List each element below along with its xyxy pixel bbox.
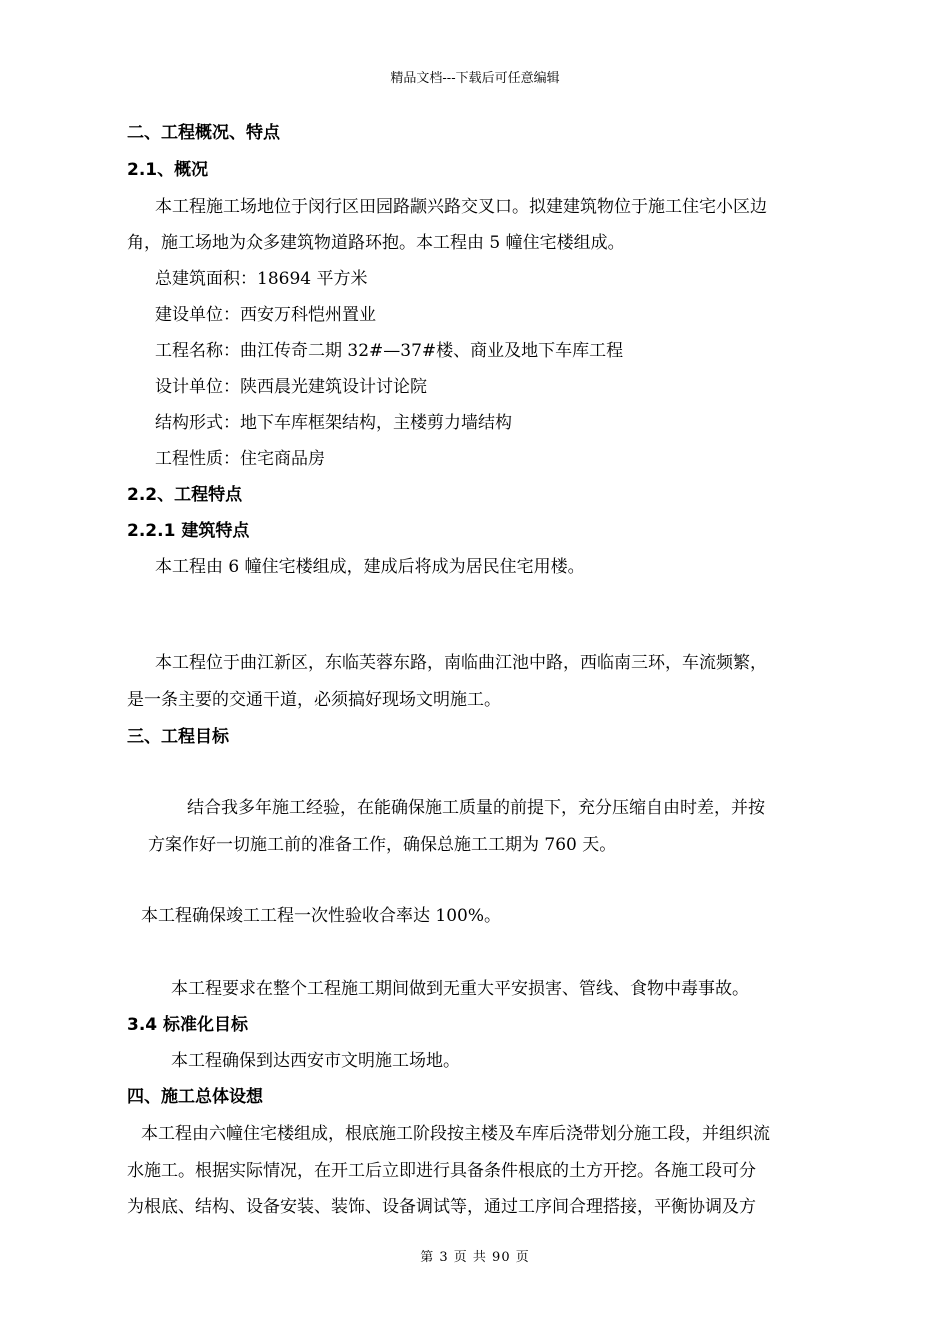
info-builder: 建设单位：西安万科恺州置业 bbox=[155, 305, 376, 325]
paragraph-line: 角，施工场地为众多建筑物道路环抱。本工程由 5 幢住宅楼组成。 bbox=[127, 233, 625, 253]
subsection-heading-2-2: 2.2、工程特点 bbox=[127, 485, 243, 505]
paragraph-line: 结合我多年施工经验，在能确保施工质量的前提下，充分压缩自由时差，并按 bbox=[187, 798, 765, 818]
paragraph-line: 本工程由 6 幢住宅楼组成，建成后将成为居民住宅用楼。 bbox=[155, 557, 585, 577]
paragraph-line: 本工程要求在整个工程施工期间做到无重大平安损害、管线、食物中毒事故。 bbox=[171, 979, 749, 999]
subsection-heading-2-2-1: 2.2.1 建筑特点 bbox=[127, 521, 250, 541]
paragraph-line: 为根底、结构、设备安装、装饰、设备调试等，通过工序间合理搭接，平衡协调及方 bbox=[127, 1197, 756, 1217]
info-project-name: 工程名称：曲江传奇二期 32#—37#楼、商业及地下车库工程 bbox=[155, 341, 624, 361]
paragraph-line: 是一条主要的交通干道，必须搞好现场文明施工。 bbox=[127, 690, 501, 710]
info-nature: 工程性质：住宅商品房 bbox=[155, 449, 325, 469]
paragraph-line: 本工程位于曲江新区，东临芙蓉东路，南临曲江池中路，西临南三环，车流频繁， bbox=[155, 653, 767, 673]
section-heading-3: 三、工程目标 bbox=[127, 727, 229, 747]
page-header: 精品文档---下载后可任意编辑 bbox=[390, 71, 560, 86]
paragraph-line: 水施工。根据实际情况，在开工后立即进行具备条件根底的土方开挖。各施工段可分 bbox=[127, 1161, 756, 1181]
paragraph-line: 本工程施工场地位于闵行区田园路颛兴路交叉口。拟建建筑物位于施工住宅小区边 bbox=[155, 197, 767, 217]
paragraph-line: 本工程由六幢住宅楼组成，根底施工阶段按主楼及车库后浇带划分施工段，并组织流 bbox=[141, 1124, 770, 1144]
paragraph-line: 本工程确保到达西安市文明施工场地。 bbox=[171, 1051, 460, 1071]
paragraph-line: 方案作好一切施工前的准备工作，确保总施工工期为 760 天。 bbox=[148, 835, 617, 855]
section-heading-4: 四、施工总体设想 bbox=[127, 1087, 263, 1107]
info-design-unit: 设计单位：陕西晨光建筑设计讨论院 bbox=[155, 377, 427, 397]
section-heading-2: 二、工程概况、特点 bbox=[127, 123, 280, 143]
paragraph-line: 本工程确保竣工工程一次性验收合率达 100%。 bbox=[141, 906, 502, 926]
info-total-area: 总建筑面积：18694 平方米 bbox=[155, 269, 368, 289]
subsection-heading-2-1: 2.1、概况 bbox=[127, 160, 209, 180]
info-structure: 结构形式：地下车库框架结构，主楼剪力墙结构 bbox=[155, 413, 512, 433]
page-footer: 第 3 页 共 90 页 bbox=[420, 1250, 530, 1265]
subsection-heading-3-4: 3.4 标准化目标 bbox=[127, 1015, 249, 1035]
